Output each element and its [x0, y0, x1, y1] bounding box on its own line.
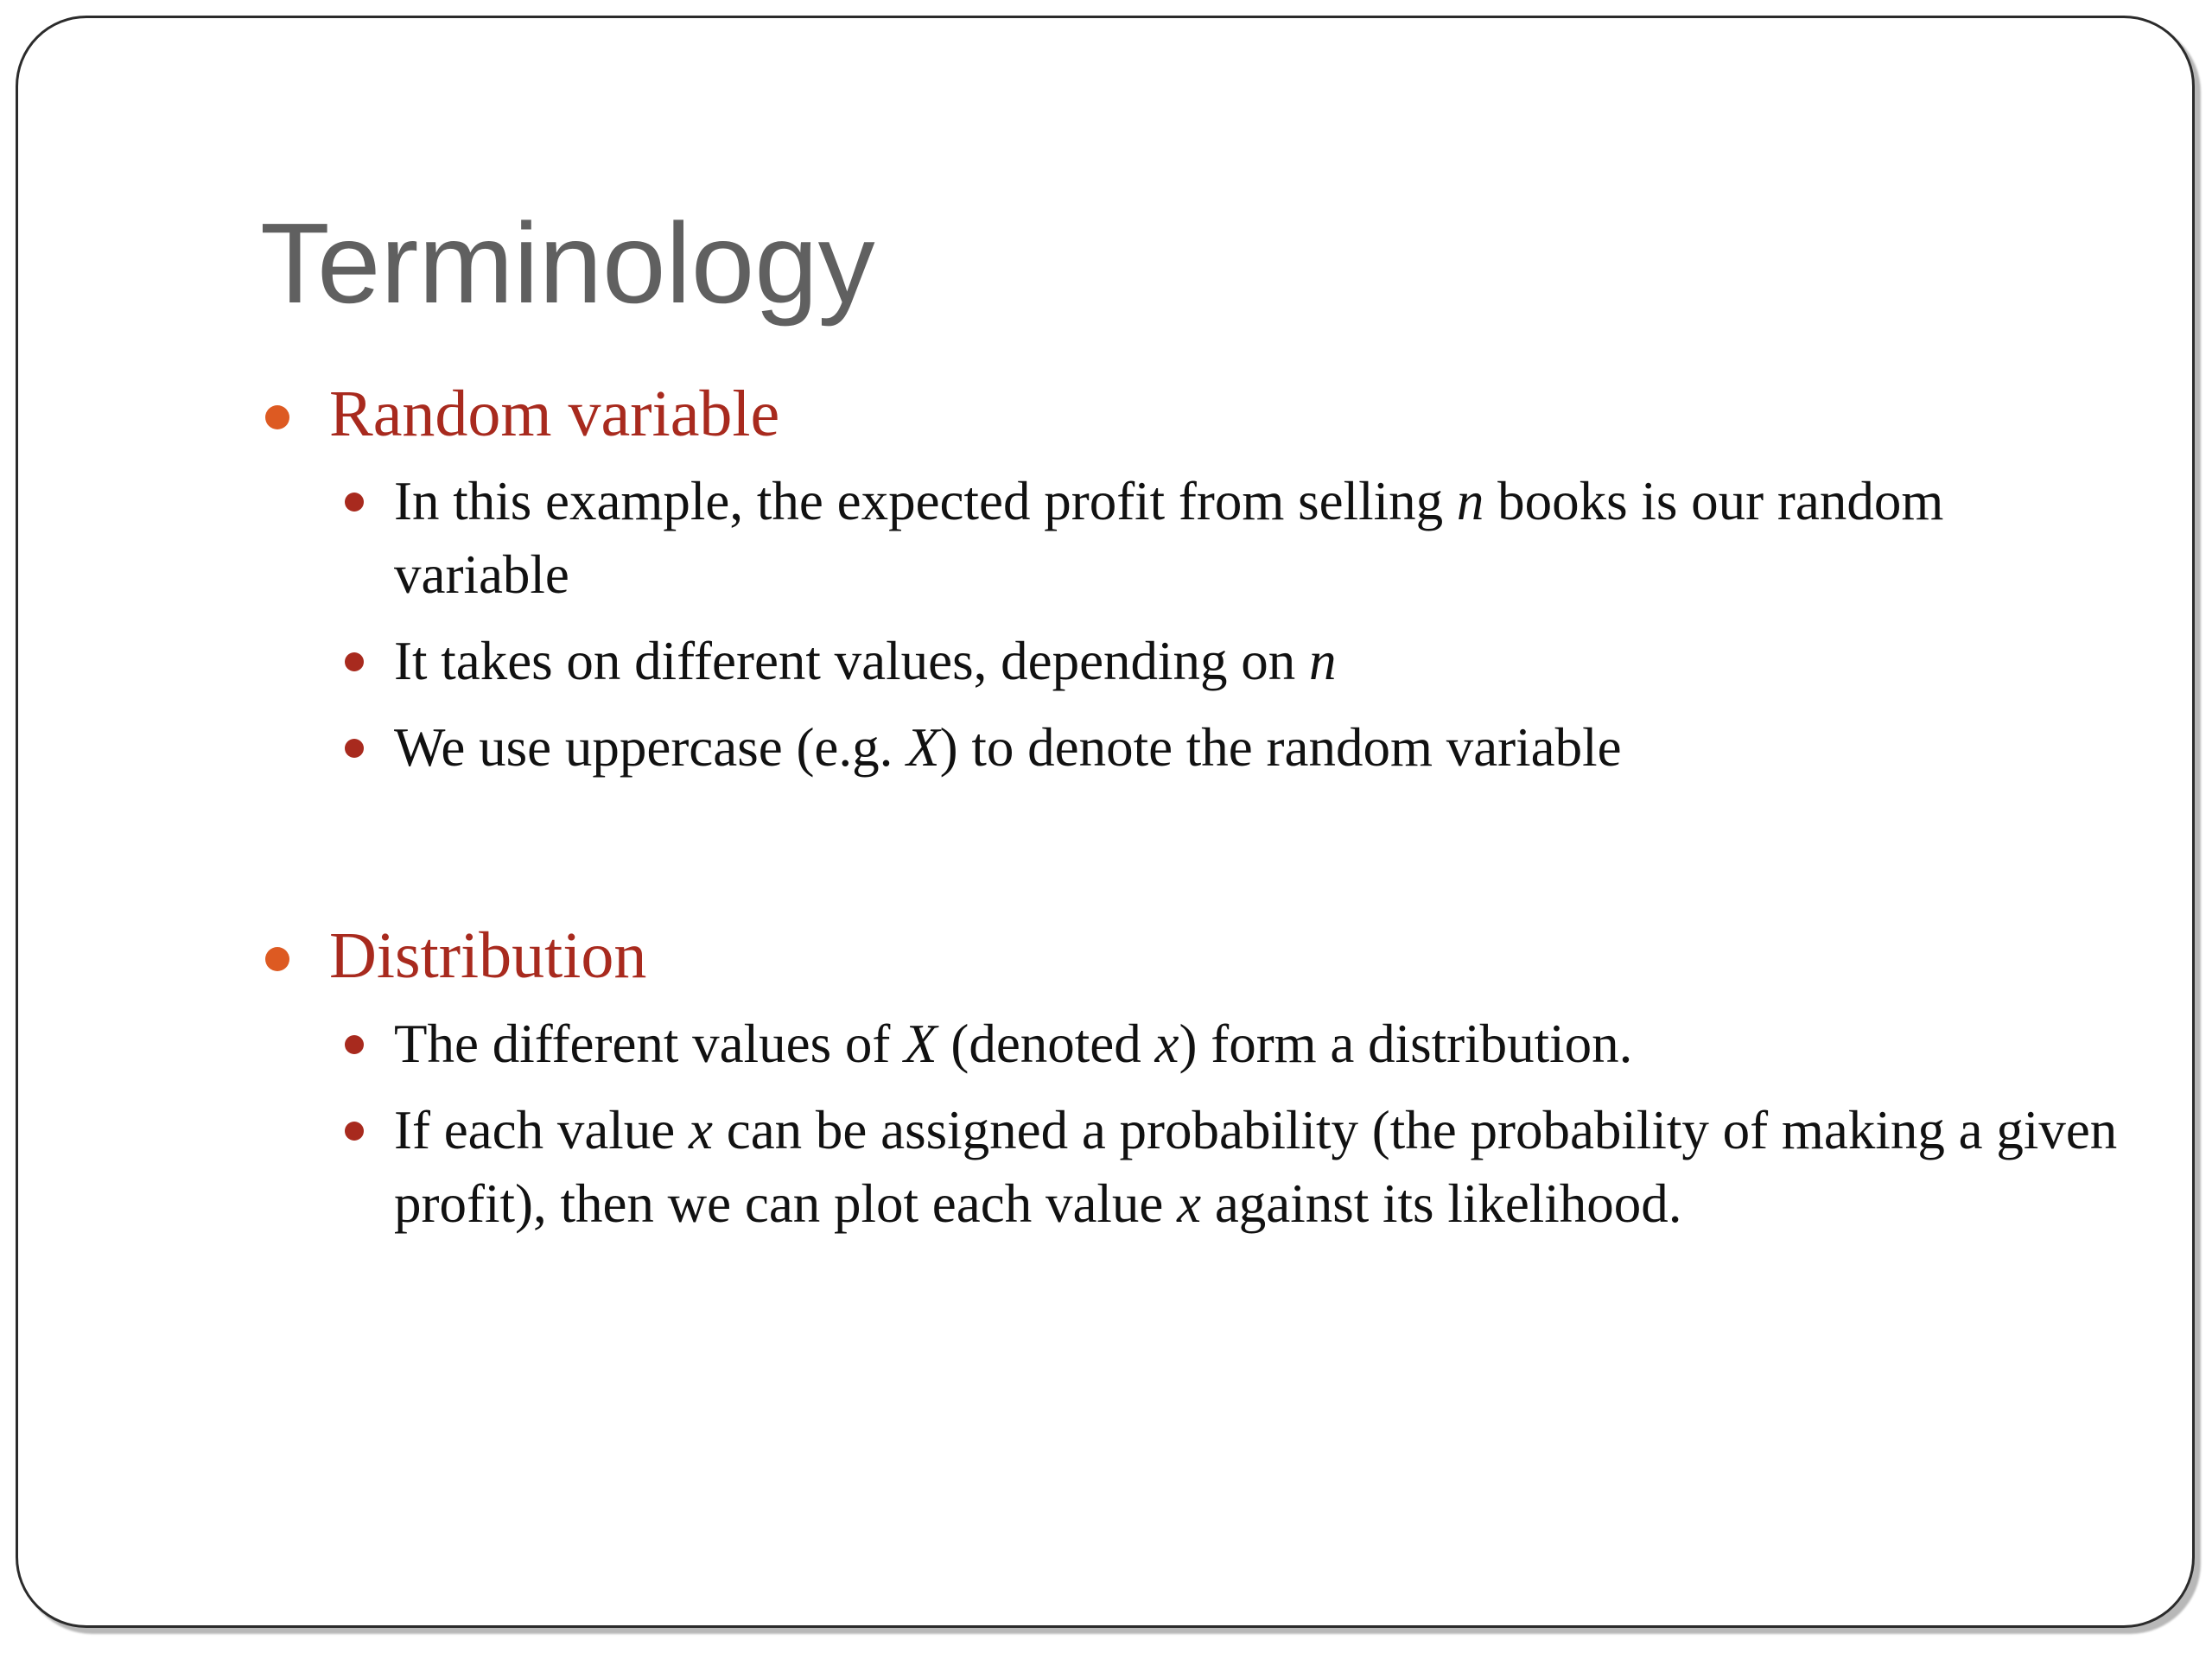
list-item-var: n: [1309, 631, 1337, 692]
list-item: [260, 1094, 2118, 1241]
list-item-text: (denoted: [937, 1013, 1155, 1074]
list-item-text: It takes on different values, depending on: [394, 631, 1310, 692]
bullet-icon: [265, 405, 289, 429]
section-spacer: [260, 785, 2118, 918]
section-heading-distribution: [260, 918, 2118, 994]
section-heading-label: Distribution: [329, 919, 647, 993]
section-heading-label: Random variable: [329, 378, 780, 450]
section-heading-random-variable: [260, 377, 2118, 452]
list-item-var: x: [689, 1099, 713, 1160]
list-item: [260, 625, 2118, 698]
list-item: [260, 465, 2118, 612]
list-item-var: X: [906, 717, 940, 779]
list-item-text: ) form a distribution.: [1179, 1013, 1633, 1074]
list-item-text: If each value: [394, 1099, 690, 1160]
list-item: [260, 1007, 2118, 1081]
distribution-list: [260, 1007, 2118, 1241]
list-item-text: against its likelihood.: [1201, 1173, 1682, 1234]
list-item-text: In this example, the expected profit from selling: [394, 471, 1457, 532]
bullet-icon: [345, 1122, 364, 1141]
list-item-text: We use uppercase (e.g.: [394, 717, 907, 779]
bullet-icon: [345, 1035, 364, 1054]
list-item-var: X: [904, 1013, 938, 1074]
bullet-icon: [265, 947, 289, 971]
list-item-var: n: [1456, 471, 1484, 532]
bullet-icon: [345, 652, 364, 671]
list-item: [260, 711, 2118, 785]
slide-title: Terminology: [260, 200, 875, 327]
slide-frame: [16, 16, 2195, 1628]
list-item-var: x: [1154, 1013, 1179, 1074]
bullet-icon: [345, 493, 364, 512]
bullet-icon: [345, 739, 364, 758]
random-variable-list: [260, 465, 2118, 785]
list-item-text: books is our random variable: [394, 471, 1944, 606]
list-item-text: can be assigned a probability (the probability of making a given profit), then we can plot each value: [394, 1099, 2118, 1234]
slide-content: [260, 377, 2118, 1241]
list-item-text: ) to denote the random variable: [939, 717, 1622, 779]
list-item-var: x: [1177, 1173, 1202, 1234]
list-item-text: The different values of: [394, 1013, 905, 1074]
